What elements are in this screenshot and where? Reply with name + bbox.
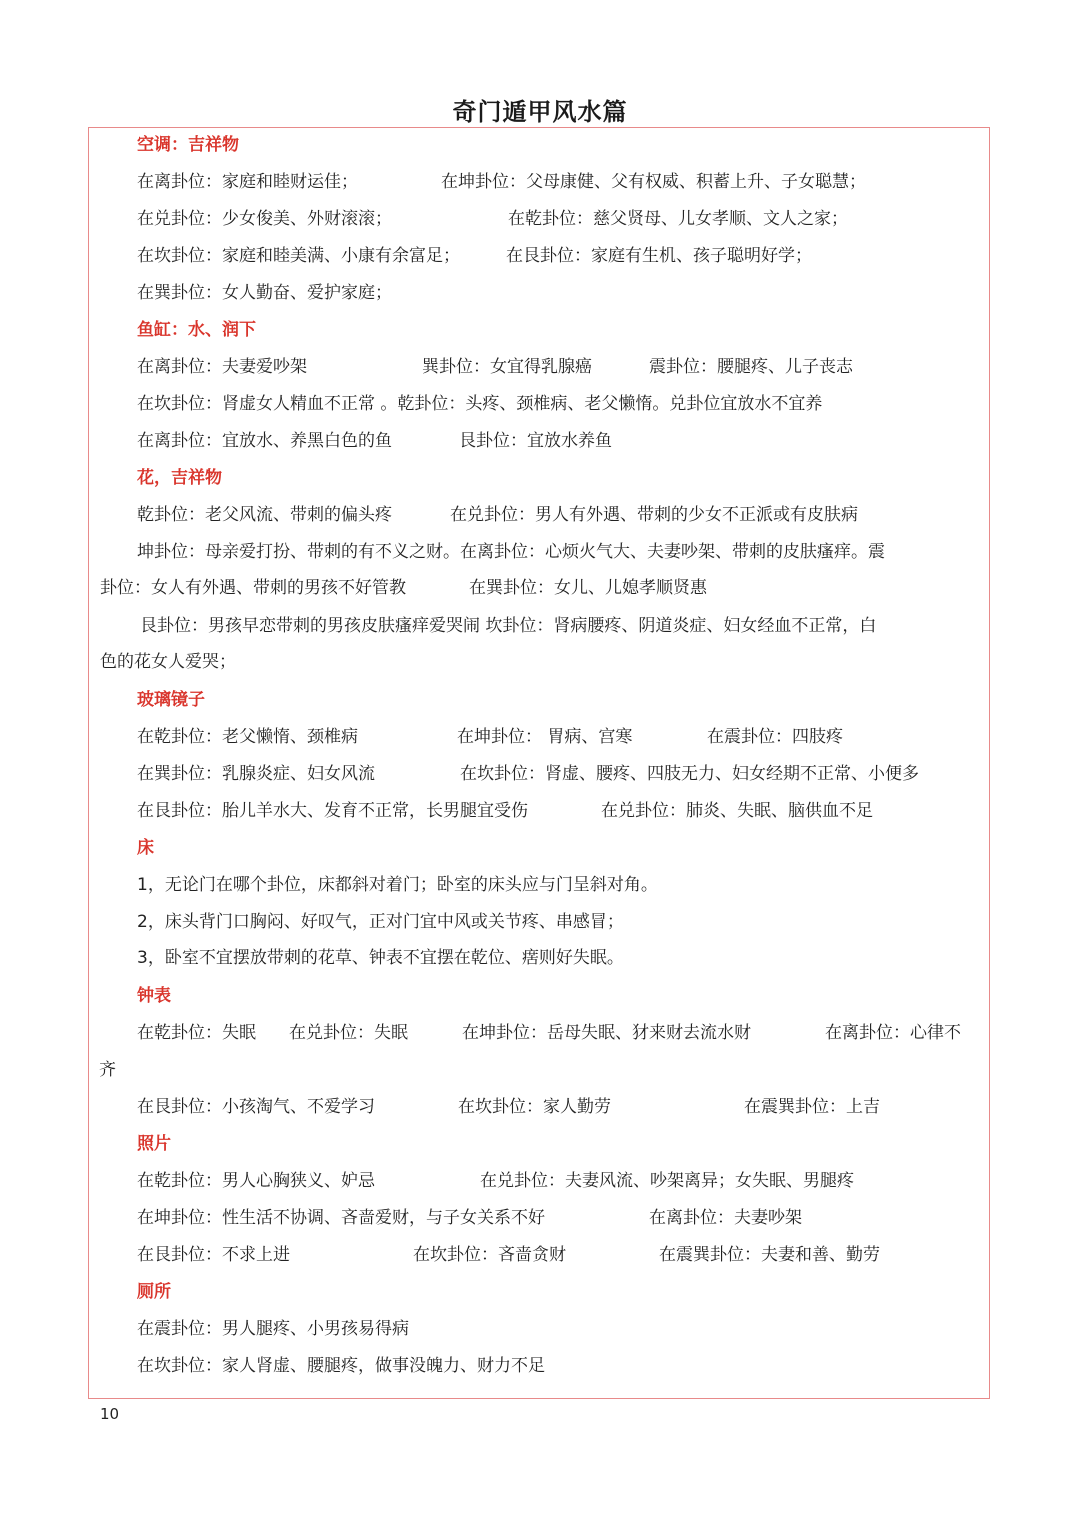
list-item: 在巽卦位：女人勤奋、爱护家庭； xyxy=(137,283,392,303)
text-segment: 卦位：女人有外遇、带刺的男孩不好管教 xyxy=(100,578,406,598)
list-item: 坤卦位：母亲爱打扮、带刺的有不义之财。在离卦位：心烦火气大、夫妻吵架、带刺的皮肤瘙痒。震 xyxy=(137,542,885,562)
text-segment: 在离卦位：夫妻吵架 xyxy=(649,1208,802,1228)
text-segment: 在兑卦位：夫妻风流、吵架离异；女失眠、男腿疼 xyxy=(480,1171,854,1191)
section-heading-bed: 床 xyxy=(137,838,154,858)
text-segment: 在震卦位：四肢疼 xyxy=(707,727,843,747)
text-segment: 在离卦位：家庭和睦财运佳； xyxy=(137,172,358,192)
text-segment: 在坤卦位：岳母失眠、犲来财去流水财 xyxy=(462,1023,751,1043)
text-segment: 在震巽卦位：上吉 xyxy=(744,1097,880,1117)
text-segment: 在离卦位：宜放水、养黑白色的鱼 xyxy=(137,431,392,451)
text-segment: 在坎卦位：肾虚、腰疼、四肢无力、妇女经期不正常、小便多 xyxy=(460,764,919,784)
list-item: 在坎卦位：家人肾虚、腰腿疼，做事没魄力、财力不足 xyxy=(137,1356,545,1376)
text-segment: 在坤卦位： 胃病、宫寒 xyxy=(457,727,633,747)
text-segment: 在艮卦位：小孩淘气、不爱学习 xyxy=(137,1097,375,1117)
list-item: 齐 xyxy=(99,1060,116,1080)
list-item: 3，卧室不宜摆放带刺的花草、钟表不宜摆在乾位、瘔则好失眠。 xyxy=(137,948,624,968)
text-segment: 在兑卦位：男人有外遇、带刺的少女不正派或有皮肤病 xyxy=(450,505,858,525)
section-heading-toilet: 厕所 xyxy=(137,1282,171,1302)
text-segment: 在兑卦位：失眠 xyxy=(289,1023,408,1043)
text-segment: 在乾卦位：男人心胸狭义、妒忌 xyxy=(137,1171,375,1191)
section-heading-fishtank: 鱼缸：水、润下 xyxy=(137,320,256,340)
list-item: 在坎卦位：肾虚女人精血不正常 。乾卦位：头疼、颈椎病、老父懒惰。兑卦位宜放水不宜养 xyxy=(137,394,823,414)
text-segment: 在艮卦位：不求上进 xyxy=(137,1245,290,1265)
text-segment: 在坎卦位：家庭和睦美满、小康有余富足； xyxy=(137,246,460,266)
list-item: 色的花女人爱哭； xyxy=(100,652,236,672)
list-item: 在震卦位：男人腿疼、小男孩易得病 xyxy=(137,1319,409,1339)
text-segment: 在巽卦位：乳腺炎症、妇女风流 xyxy=(137,764,375,784)
text-segment: 在乾卦位：失眠 xyxy=(137,1023,256,1043)
text-segment: 在坎卦位：吝啬贪财 xyxy=(413,1245,566,1265)
list-item: 2，床头背门口胸闷、好叹气，正对门宜中风或关节疼、串感冒； xyxy=(137,912,624,932)
section-heading-flowers: 花，吉祥物 xyxy=(137,468,222,488)
section-heading-mirror: 玻璃镜子 xyxy=(137,690,205,710)
section-heading-clock: 钟表 xyxy=(137,986,171,1006)
section-heading-photo: 照片 xyxy=(137,1134,171,1154)
text-segment: 在坎卦位：家人勤劳 xyxy=(458,1097,611,1117)
text-segment: 在乾卦位：老父懒惰、颈椎病 xyxy=(137,727,358,747)
text-segment: 在乾卦位：慈父贤母、儿女孝顺、文人之家； xyxy=(508,209,848,229)
text-segment: 在离卦位：心律不 xyxy=(825,1023,961,1043)
text-segment: 在坤卦位：父母康健、父有权威、积蓄上升、子女聪慧； xyxy=(441,172,866,192)
list-item: 1，无论门在哪个卦位，床都斜对着门；卧室的床头应与门呈斜对角。 xyxy=(137,875,658,895)
text-segment: 在艮卦位：家庭有生机、孩子聪明好学； xyxy=(506,246,812,266)
text-segment: 在艮卦位：胎儿羊水大、发育不正常，长男腿宜受伤 xyxy=(137,801,528,821)
text-segment: 在巽卦位：女儿、儿媳孝顺贤惠 xyxy=(469,578,707,598)
page-title: 奇门遁甲风水篇 xyxy=(452,98,628,126)
text-segment: 在兑卦位：肺炎、失眠、脑供血不足 xyxy=(601,801,873,821)
page-number: 10 xyxy=(100,1405,120,1423)
text-segment: 在离卦位：夫妻爱吵架 xyxy=(137,357,307,377)
section-heading-ac: 空调：吉祥物 xyxy=(137,135,239,155)
text-segment: 在震巽卦位：夫妻和善、勤劳 xyxy=(659,1245,880,1265)
text-segment: 巽卦位：女宜得乳腺癌 xyxy=(422,357,592,377)
text-segment: 震卦位：腰腿疼、儿子丧志 xyxy=(649,357,853,377)
text-segment: 在坤卦位：性生活不协调、吝啬爱财，与子女关系不好 xyxy=(137,1208,545,1228)
text-segment: 艮卦位：宜放水养鱼 xyxy=(459,431,612,451)
text-segment: 乾卦位：老父风流、带刺的偏头疼 xyxy=(137,505,392,525)
text-segment: 在兑卦位：少女俊美、外财滚滚； xyxy=(137,209,392,229)
list-item: 艮卦位：男孩早恋带刺的男孩皮肤瘙痒爱哭闹 坎卦位：肾病腰疼、阴道炎症、妇女经血不正常，白 xyxy=(140,616,877,636)
